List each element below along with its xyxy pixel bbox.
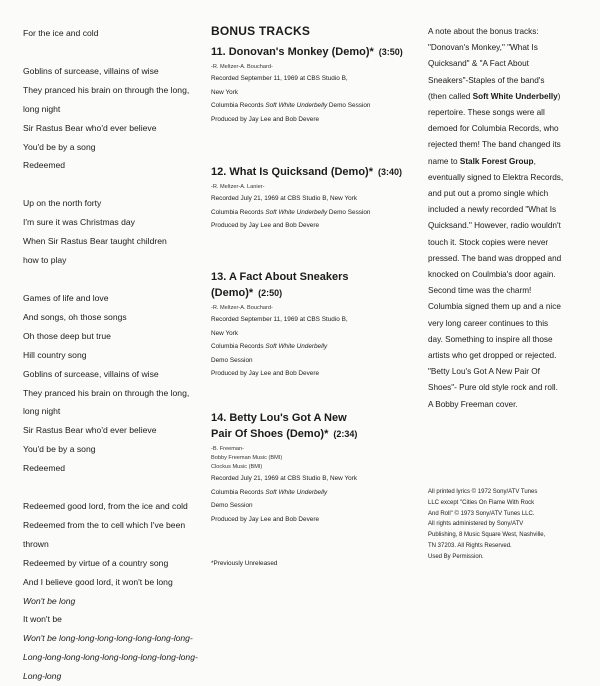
note-line: [428, 186, 592, 202]
note-text: (then called: [428, 91, 473, 101]
note-text: rejected them! The band changed its: [428, 140, 561, 150]
bonus-tracks-note: [428, 24, 592, 413]
note-line: [428, 283, 592, 299]
note-text: demoed for Columbia Records, who: [428, 124, 559, 134]
track-title-text: 11. Donovan's Monkey (Demo)*: [211, 46, 374, 58]
lyric-line: When Sir Rastus Bear taught children: [23, 236, 167, 247]
track-title-text: (Demo)*: [211, 287, 254, 299]
track-entry: [211, 164, 411, 233]
credit-line: -R. Meltzer-A. Lanier-: [211, 184, 265, 190]
recording-info: Recorded September 11, 1969 at CBS Studio B,: [211, 316, 348, 323]
lyric-line: Won't be long: [23, 595, 76, 606]
note-line: [428, 397, 592, 413]
note-text: name to: [428, 156, 460, 166]
track-details: [211, 313, 411, 381]
credit-line: -B. Freeman-: [211, 446, 244, 452]
note-text: artists who get dropped or rejected.: [428, 351, 557, 361]
lyric-line: Redeemed by virtue of a country song: [23, 557, 169, 568]
note-text: "Betty Lou's Got A New Pair Of: [428, 367, 540, 377]
lyric-line: Oh those deep but true: [23, 330, 111, 341]
band-name: Soft White Underbelly: [265, 488, 328, 496]
band-name: Soft White Underbelly: [265, 343, 328, 350]
lyric-line: Won't be long-long-long-long-long-long-long-: [23, 633, 193, 644]
note-line: [428, 89, 592, 105]
lyric-line: Sir Rastus Bear who'd ever believe: [23, 122, 157, 133]
note-text: Shoes"- Pure old style rock and roll.: [428, 383, 558, 393]
lyric-line: Up on the north forty: [23, 198, 102, 209]
note-line: [428, 299, 592, 315]
producer-credit: Produced by Jay Lee and Bob Devere: [211, 115, 320, 123]
track-title-text: 13. A Fact About Sneakers: [211, 271, 349, 283]
note-text: and put out a promo single which: [428, 189, 549, 199]
lyric-line: Redeemed good lord, from the ice and cold: [23, 501, 188, 512]
lyric-line: For the ice and cold: [23, 28, 99, 38]
note-text: Quicksand" & "A Fact About: [428, 59, 529, 69]
note-line: [428, 73, 592, 89]
lyric-line: long night: [23, 406, 61, 417]
track-duration: (2:34): [333, 429, 358, 439]
session-info: [211, 206, 411, 220]
track-credits: [211, 63, 411, 72]
note-text: A note about the bonus tracks:: [428, 27, 539, 36]
track-credits: [211, 445, 411, 472]
session-label: Columbia Records: [211, 488, 266, 496]
note-line: [428, 251, 592, 267]
lyric-line: Games of life and love: [23, 292, 109, 303]
note-text: "Donovan's Monkey," "What Is: [428, 43, 538, 53]
bonus-tracks-column: [211, 24, 411, 567]
note-text: ,: [533, 156, 536, 166]
lyric-line: long night: [23, 103, 61, 114]
note-text: eventually signed to Elektra Records,: [428, 172, 564, 182]
copyright-line: Publishing, 8 Music Square West, Nashville,: [428, 532, 546, 539]
note-line: [428, 24, 592, 40]
lyric-line: Goblins of surcease, villains of wise: [23, 65, 159, 76]
session-info: [211, 99, 411, 113]
lyric-line: I'm sure it was Christmas day: [23, 217, 135, 228]
credit-line: Bobby Freeman Music (BMI): [211, 455, 283, 461]
note-text: very long career continues to this: [428, 318, 549, 328]
recording-info: Recorded September 11, 1969 at CBS Studio B,: [211, 75, 348, 82]
note-line: [428, 202, 592, 218]
note-line: [428, 364, 592, 380]
note-line: [428, 137, 592, 153]
track-title: [211, 164, 411, 180]
recording-info: Recorded July 21, 1969 at CBS Studio B, New York: [211, 195, 358, 202]
stanza-gap: [23, 43, 201, 62]
note-text: Second time was the charm!: [428, 286, 532, 296]
lyrics-column: [23, 24, 201, 686]
note-line: [428, 121, 592, 137]
credit-line: -R. Meltzer-A. Bouchard-: [211, 64, 273, 70]
copyright-notice: [428, 487, 592, 563]
note-text: knocked on Coulmbia's door again.: [428, 270, 556, 280]
credit-line: -R. Meltzer-A. Bouchard-: [211, 305, 273, 311]
session-info: [211, 340, 411, 354]
track-details: [211, 72, 411, 126]
track-title: [211, 285, 411, 301]
session-label: Demo Session: [327, 208, 371, 216]
previously-unreleased-note: *Previously Unreleased: [211, 560, 278, 567]
track-entry: [211, 44, 411, 126]
track-title: [211, 44, 411, 60]
recording-info: New York: [211, 88, 238, 96]
lyric-line: Hill country song: [23, 349, 87, 360]
lyric-line: Long-long: [23, 671, 62, 682]
copyright-line: All rights administered by Sony/ATV: [428, 521, 524, 528]
lyric-line: Long-long-long-long-long-long-long-long-long-: [23, 652, 198, 663]
lyric-line: Redeemed: [23, 160, 66, 171]
band-name: Stalk Forest Group: [459, 156, 534, 166]
lyric-line: It won't be: [23, 614, 62, 625]
track-title-text: 12. What Is Quicksand (Demo)*: [211, 166, 373, 178]
note-line: [428, 218, 592, 234]
session-label: Demo Session: [211, 356, 253, 364]
note-text: Sneakers"-Staples of the band's: [428, 75, 545, 85]
note-line: [428, 105, 592, 121]
track-title: [211, 410, 411, 426]
copyright-line: And Roll" © 1973 Sony/ATV Tunes LLC.: [428, 510, 535, 517]
note-text: touch it. Stock copies were never: [428, 237, 549, 247]
session-info: [211, 486, 411, 500]
note-text: Columbia signed them up and a nice: [428, 302, 561, 312]
note-line: [428, 56, 592, 72]
note-line: [428, 332, 592, 348]
note-line: [428, 348, 592, 364]
stanza-gap: [23, 175, 201, 194]
producer-credit: Produced by Jay Lee and Bob Devere: [211, 222, 320, 229]
stanza-gap: [23, 270, 201, 289]
note-text: pressed. The band was dropped and: [428, 253, 562, 263]
track-title: [211, 426, 411, 442]
band-name: Soft White Underbelly: [265, 208, 328, 216]
lyric-line: Redeemed: [23, 463, 66, 474]
track-duration: (2:50): [258, 288, 283, 298]
copyright-line: All printed lyrics © 1972 Sony/ATV Tunes: [428, 489, 538, 495]
track-details: [211, 472, 411, 526]
track-details: [211, 192, 411, 233]
track-entry: [211, 269, 411, 381]
note-line: [428, 267, 592, 283]
producer-credit: Produced by Jay Lee and Bob Devere: [211, 515, 320, 523]
track-title: [211, 269, 411, 285]
track-title-text: 14. Betty Lou's Got A New: [211, 412, 347, 424]
lyric-line: They pranced his brain on through the long,: [23, 84, 190, 95]
note-text: Quicksand." However, radio wouldn't: [428, 221, 561, 231]
copyright-line: TN 37203. All Rights Reserved.: [428, 542, 512, 549]
lyric-line: And songs, oh those songs: [23, 311, 127, 322]
note-text: day. Something to inspire all those: [428, 334, 553, 344]
lyric-line: Redeemed from the to cell which I've been: [23, 519, 186, 530]
producer-credit: Produced by Jay Lee and Bob Devere: [211, 370, 320, 377]
lyric-line: And I believe good lord, it won't be long: [23, 576, 173, 587]
track-duration: (3:50): [378, 47, 403, 57]
stanza-gap: [23, 478, 201, 497]
note-text: included a newly recorded "What Is: [428, 205, 557, 215]
band-name: Soft White Underbelly: [472, 91, 558, 101]
session-label: Demo Session: [211, 502, 253, 509]
lyric-line: thrown: [23, 538, 49, 549]
recording-info: New York: [211, 329, 238, 337]
note-line: [428, 316, 592, 332]
credit-line: Clockus Music (BMI): [211, 464, 263, 470]
track-credits: [211, 304, 411, 313]
note-text: ): [557, 91, 561, 101]
lyric-line: You'd be by a song: [23, 444, 96, 455]
note-line: [428, 380, 592, 396]
note-line: [428, 40, 592, 56]
lyric-line: Goblins of surcease, villains of wise: [23, 368, 159, 379]
note-text: A Bobby Freeman cover.: [428, 399, 518, 409]
session-label: Columbia Records: [211, 208, 266, 216]
lyric-line: They pranced his brain on through the long,: [23, 387, 190, 398]
track-entry: [211, 410, 411, 526]
session-label: Demo Session: [327, 102, 371, 109]
bonus-tracks-heading: BONUS TRACKS: [211, 24, 311, 38]
track-duration: (3:40): [377, 167, 402, 177]
recording-info: Recorded July 21, 1969 at CBS Studio B, New York: [211, 475, 358, 482]
band-name: Soft White Underbelly: [265, 102, 328, 109]
lyric-line: how to play: [23, 255, 67, 266]
lyric-line: Sir Rastus Bear who'd ever believe: [23, 425, 157, 436]
copyright-line: LLC except "Cities On Flame With Rock: [428, 499, 535, 506]
note-line: [428, 170, 592, 186]
track-credits: [211, 183, 411, 192]
note-line: [428, 235, 592, 251]
lyric-line: You'd be by a song: [23, 141, 96, 152]
copyright-line: Used By Permission.: [428, 553, 484, 560]
note-line: [428, 154, 592, 170]
session-label: Columbia Records: [211, 343, 266, 350]
track-title-text: Pair Of Shoes (Demo)*: [211, 428, 329, 440]
session-label: Columbia Records: [211, 102, 266, 109]
note-text: repertoire. These songs were all: [428, 108, 545, 118]
